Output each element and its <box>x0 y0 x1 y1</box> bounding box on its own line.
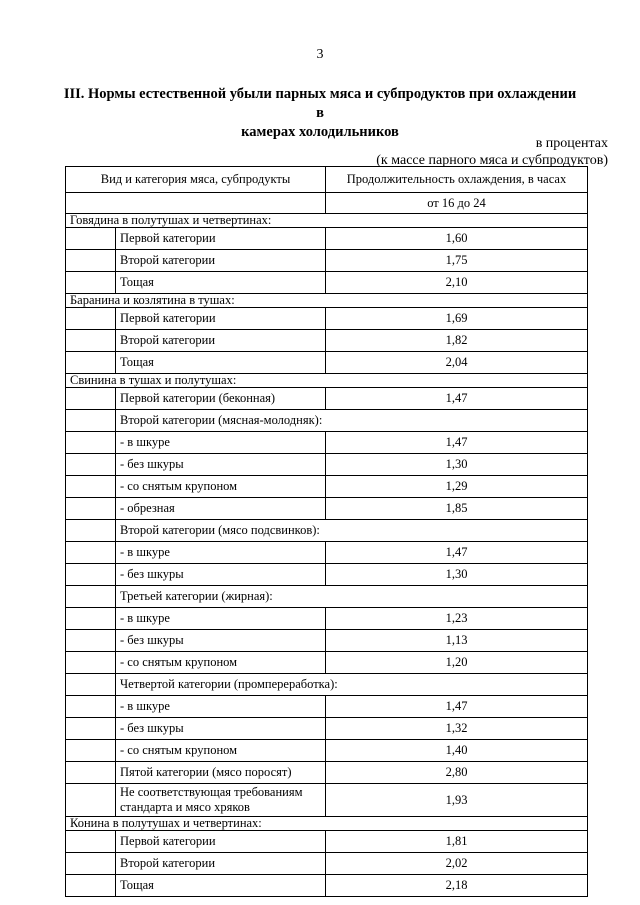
group-row <box>66 817 588 831</box>
table-row <box>66 674 588 696</box>
table-row <box>66 352 588 374</box>
row-value: 1,47 <box>326 696 588 718</box>
table-row <box>66 762 588 784</box>
table-row <box>66 330 588 352</box>
row-value: 1,47 <box>326 388 588 410</box>
indent-cell <box>66 498 116 520</box>
row-label: Тощая <box>116 875 326 897</box>
indent-cell <box>66 432 116 454</box>
indent-cell <box>66 853 116 875</box>
units-note <box>376 135 608 169</box>
row-label: - без шкуры <box>116 564 326 586</box>
row-label: Второй категории <box>116 250 326 272</box>
row-label: Первой категории (беконная) <box>116 388 326 410</box>
row-label: - в шкуре <box>116 608 326 630</box>
row-value: 1,40 <box>326 740 588 762</box>
table-row <box>66 564 588 586</box>
table-row <box>66 476 588 498</box>
col-header-type: Вид и категория мяса, субпродукты <box>66 167 326 193</box>
group-row <box>66 374 588 388</box>
group-title: Баранина и козлятина в тушах: <box>66 294 588 308</box>
table-row <box>66 308 588 330</box>
indent-cell <box>66 454 116 476</box>
table-row <box>66 542 588 564</box>
row-value: 1,47 <box>326 432 588 454</box>
group-row <box>66 214 588 228</box>
col-header-type-continued <box>66 193 326 214</box>
row-value: 2,18 <box>326 875 588 897</box>
group-title: Говядина в полутушах и четвертинах: <box>66 214 588 228</box>
row-value: 1,30 <box>326 564 588 586</box>
table-row <box>66 586 588 608</box>
indent-cell <box>66 272 116 294</box>
row-value: 1,23 <box>326 608 588 630</box>
row-value: 1,69 <box>326 308 588 330</box>
row-label: - в шкуре <box>116 542 326 564</box>
table-row <box>66 498 588 520</box>
indent-cell <box>66 652 116 674</box>
row-value: 1,47 <box>326 542 588 564</box>
indent-cell <box>66 520 116 542</box>
indent-cell <box>66 831 116 853</box>
row-value: 1,30 <box>326 454 588 476</box>
indent-cell <box>66 608 116 630</box>
row-label: Второй категории (мясная-молодняк): <box>116 410 588 432</box>
row-value: 1,20 <box>326 652 588 674</box>
indent-cell <box>66 630 116 652</box>
table-row <box>66 853 588 875</box>
row-value: 1,13 <box>326 630 588 652</box>
row-label: Четвертой категории (промпереработка): <box>116 674 588 696</box>
indent-cell <box>66 410 116 432</box>
indent-cell <box>66 250 116 272</box>
page-number: 3 <box>316 47 324 62</box>
indent-cell <box>66 228 116 250</box>
group-row <box>66 294 588 308</box>
indent-cell <box>66 388 116 410</box>
section-heading <box>60 85 580 142</box>
table-subheader-row <box>66 193 588 214</box>
row-label: Второй категории (мясо подсвинков): <box>116 520 588 542</box>
row-value: 2,80 <box>326 762 588 784</box>
indent-cell <box>66 740 116 762</box>
row-label: - обрезная <box>116 498 326 520</box>
heading-line-2: камерах холодильников <box>241 124 399 140</box>
indent-cell <box>66 308 116 330</box>
row-label: - без шкуры <box>116 718 326 740</box>
indent-cell <box>66 476 116 498</box>
units-line-1: в процентах <box>535 136 608 151</box>
row-label: Третьей категории (жирная): <box>116 586 588 608</box>
row-value: 1,81 <box>326 831 588 853</box>
indent-cell <box>66 696 116 718</box>
table-row <box>66 652 588 674</box>
table-row <box>66 630 588 652</box>
row-label: Второй категории <box>116 330 326 352</box>
row-label: Первой категории <box>116 831 326 853</box>
row-value: 1,82 <box>326 330 588 352</box>
table-row <box>66 875 588 897</box>
indent-cell <box>66 542 116 564</box>
row-label: Тощая <box>116 352 326 374</box>
units-line-2: (к массе парного мяса и субпродуктов) <box>376 153 608 168</box>
table-row <box>66 718 588 740</box>
col-header-duration: Продолжительность охлаждения, в часах <box>326 167 588 193</box>
row-label: - без шкуры <box>116 630 326 652</box>
group-title: Свинина в тушах и полутушах: <box>66 374 588 388</box>
row-value: 2,10 <box>326 272 588 294</box>
row-label: Не соответствующая требованиям стандарта и мясо хряков <box>116 784 326 817</box>
row-label: Первой категории <box>116 228 326 250</box>
row-label: - без шкуры <box>116 454 326 476</box>
row-label: Второй категории <box>116 853 326 875</box>
table-row <box>66 831 588 853</box>
row-value: 1,93 <box>326 784 588 817</box>
table-row <box>66 272 588 294</box>
group-title: Конина в полутушах и четвертинах: <box>66 817 588 831</box>
table-header-row <box>66 167 588 193</box>
table-row <box>66 228 588 250</box>
table-row <box>66 388 588 410</box>
indent-cell <box>66 718 116 740</box>
row-label: Первой категории <box>116 308 326 330</box>
indent-cell <box>66 330 116 352</box>
indent-cell <box>66 586 116 608</box>
row-label: - со снятым крупоном <box>116 476 326 498</box>
table-row <box>66 740 588 762</box>
row-label: Тощая <box>116 272 326 294</box>
indent-cell <box>66 784 116 817</box>
table-row <box>66 520 588 542</box>
table-row <box>66 454 588 476</box>
row-label: - со снятым крупоном <box>116 740 326 762</box>
indent-cell <box>66 674 116 696</box>
row-label: - в шкуре <box>116 432 326 454</box>
table-row <box>66 696 588 718</box>
table-row <box>66 250 588 272</box>
indent-cell <box>66 762 116 784</box>
table-row <box>66 784 588 817</box>
col-subheader-duration: от 16 до 24 <box>326 193 588 214</box>
row-label: - в шкуре <box>116 696 326 718</box>
row-value: 1,32 <box>326 718 588 740</box>
row-value: 1,85 <box>326 498 588 520</box>
norms-table <box>65 166 588 897</box>
row-value: 2,04 <box>326 352 588 374</box>
row-value: 2,02 <box>326 853 588 875</box>
indent-cell <box>66 564 116 586</box>
row-label: - со снятым крупоном <box>116 652 326 674</box>
table-row <box>66 608 588 630</box>
heading-line-1: III. Нормы естественной убыли парных мяса и субпродуктов при охлаждении в <box>63 86 577 121</box>
row-value: 1,60 <box>326 228 588 250</box>
row-value: 1,29 <box>326 476 588 498</box>
row-label: Пятой категории (мясо поросят) <box>116 762 326 784</box>
table-row <box>66 432 588 454</box>
row-value: 1,75 <box>326 250 588 272</box>
indent-cell <box>66 875 116 897</box>
indent-cell <box>66 352 116 374</box>
table-row <box>66 410 588 432</box>
